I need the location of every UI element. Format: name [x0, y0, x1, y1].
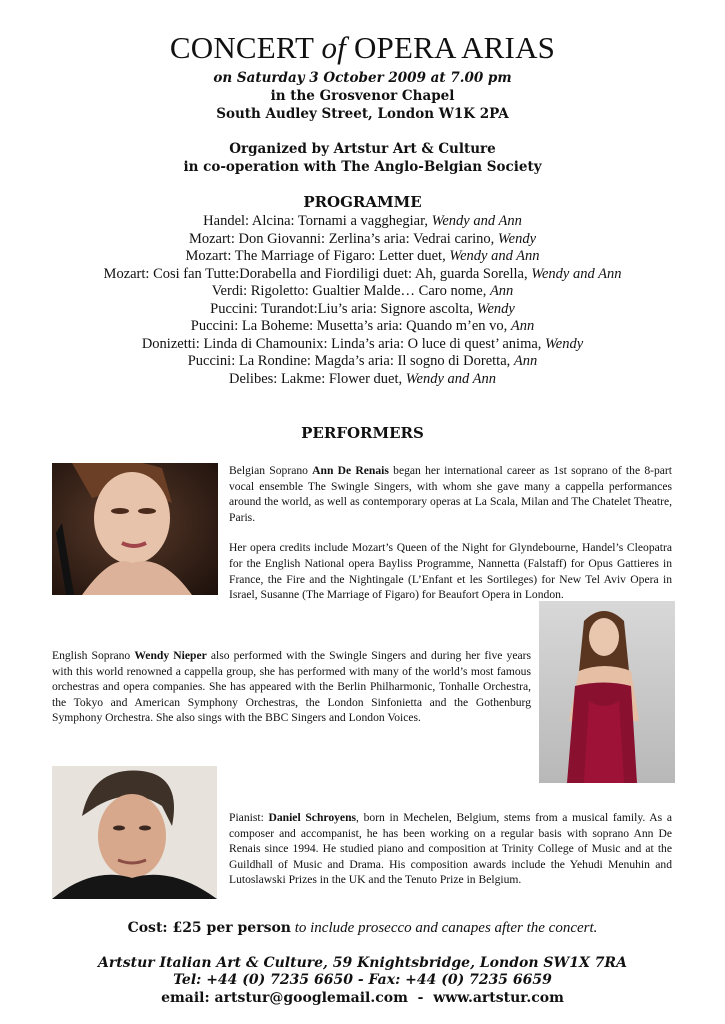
programme-heading: PROGRAMME [303, 193, 422, 211]
title-part: CONCERT [169, 30, 314, 65]
venue-address: South Audley Street, London W1K 2PA [216, 106, 509, 122]
event-date: on Saturday 3 October 2009 at 7.00 pm [213, 70, 512, 86]
programme-item: Puccini: La Boheme: Musetta’s aria: Quando m’en vo, Ann [190, 318, 535, 334]
title-part: of [321, 30, 346, 65]
performers-heading: PERFORMERS [301, 424, 424, 442]
wendy-photo [539, 601, 675, 783]
programme-item: Handel: Alcina: Tornami a vagghegiar, Wendy and Ann [203, 213, 522, 229]
daniel-photo [52, 766, 217, 899]
cost-line [0, 920, 725, 937]
organizer-address: Artstur Italian Art & Culture, 59 Knightsbridge, London SW1X 7RA [98, 955, 627, 971]
programme-list [0, 213, 725, 388]
programme-item: Puccini: La Rondine: Magda’s aria: Il sogno di Doretta, Ann [187, 353, 538, 369]
cost-label: Cost: £25 per person [127, 920, 291, 936]
wendy-bio-paragraph: English Soprano Wendy Nieper also performed with the Swingle Singers and during her five years with this world renowned a cappella group, she has performed with many of the world’s most famous orchestras and opera companies. She has appeared with the Berlin Philharmonic, Tonhalle Orchestra, the Tokyo and American Symphony Orchestras, the London Sinfonietta and the Gothenburg Symphony Orchestra. She also sings with the BBC Singers and London Voices. [52, 649, 532, 725]
programme-item: Verdi: Rigoletto: Gualtier Malde… Caro nome, Ann [211, 283, 514, 299]
cost-note: to include prosecco and canapes after the concert. [290, 920, 598, 936]
page-title [0, 30, 725, 66]
programme-item: Delibes: Lakme: Flower duet, Wendy and Ann [229, 370, 496, 387]
contact-line: email: artstur@googlemail.com - www.artstur.com [161, 990, 564, 1006]
programme-item: Donizetti: Linda di Chamounix: Linda’s aria: O luce di quest’ anima, Wendy [141, 335, 584, 352]
ann-bio-paragraph: Belgian Soprano Ann De Renais began her international career as 1st soprano of the 8-part vocal ensemble The Swingle Singers, with whom she gave many a cappella performances around the world, as well as contemporary operas at La Scala, Milan and The Chatelet Theatre, Paris. [229, 464, 673, 524]
ann-bio [229, 463, 672, 603]
phone-fax: Tel: +44 (0) 7235 6650 - Fax: +44 (0) 7235 6659 [173, 972, 552, 988]
programme-item: Puccini: Turandot:Liu’s aria: Signore ascolta, Wendy [210, 300, 515, 317]
ann-bio-paragraph: Her opera credits include Mozart’s Queen of the Night for Glyndebourne, Handel’s Cleopatra for the English National opera Bayliss Programme, Nannetta (Falstaff) for Opus Gattieres in France, the Fire and the Nightingale (L’Enfant et les Sortileges) for New Tel Aviv Opera in Israel, Susanne (The Marriage of Figaro) for Beaufort Opera in London. [229, 541, 672, 602]
programme-item: Mozart: Cosi fan Tutte:Dorabella and Fiordiligi duet: Ah, guarda Sorella, Wendy and Ann [103, 265, 622, 282]
wendy-bio [52, 648, 531, 726]
programme-item: Mozart: The Marriage of Figaro: Letter duet, Wendy and Ann [185, 248, 540, 264]
daniel-bio-paragraph: Pianist: Daniel Schroyens, born in Mechelen, Belgium, stems from a musical family. As a composer and accompanist, he has been working on a regular basis with soprano Ann De Renais since 1994. He studied piano and composition at Trinity College of Music and at the Guildhall of Music and Drama. His composition awards include the Yehudi Menuhin and Lutoslawski Prizes in the UK and the Tenuto Prize in Belgium. [229, 811, 672, 887]
ann-photo [52, 463, 218, 595]
venue-line: in the Grosvenor Chapel [270, 88, 455, 104]
organizer-line: Organized by Artstur Art & Culture [229, 141, 496, 157]
cooperation-line: in co-operation with The Anglo-Belgian Society [183, 159, 542, 175]
daniel-bio [229, 810, 672, 888]
title-part: OPERA ARIAS [353, 30, 556, 65]
programme-item: Mozart: Don Giovanni: Zerlina’s aria: Vedrai carino, Wendy [188, 230, 537, 247]
